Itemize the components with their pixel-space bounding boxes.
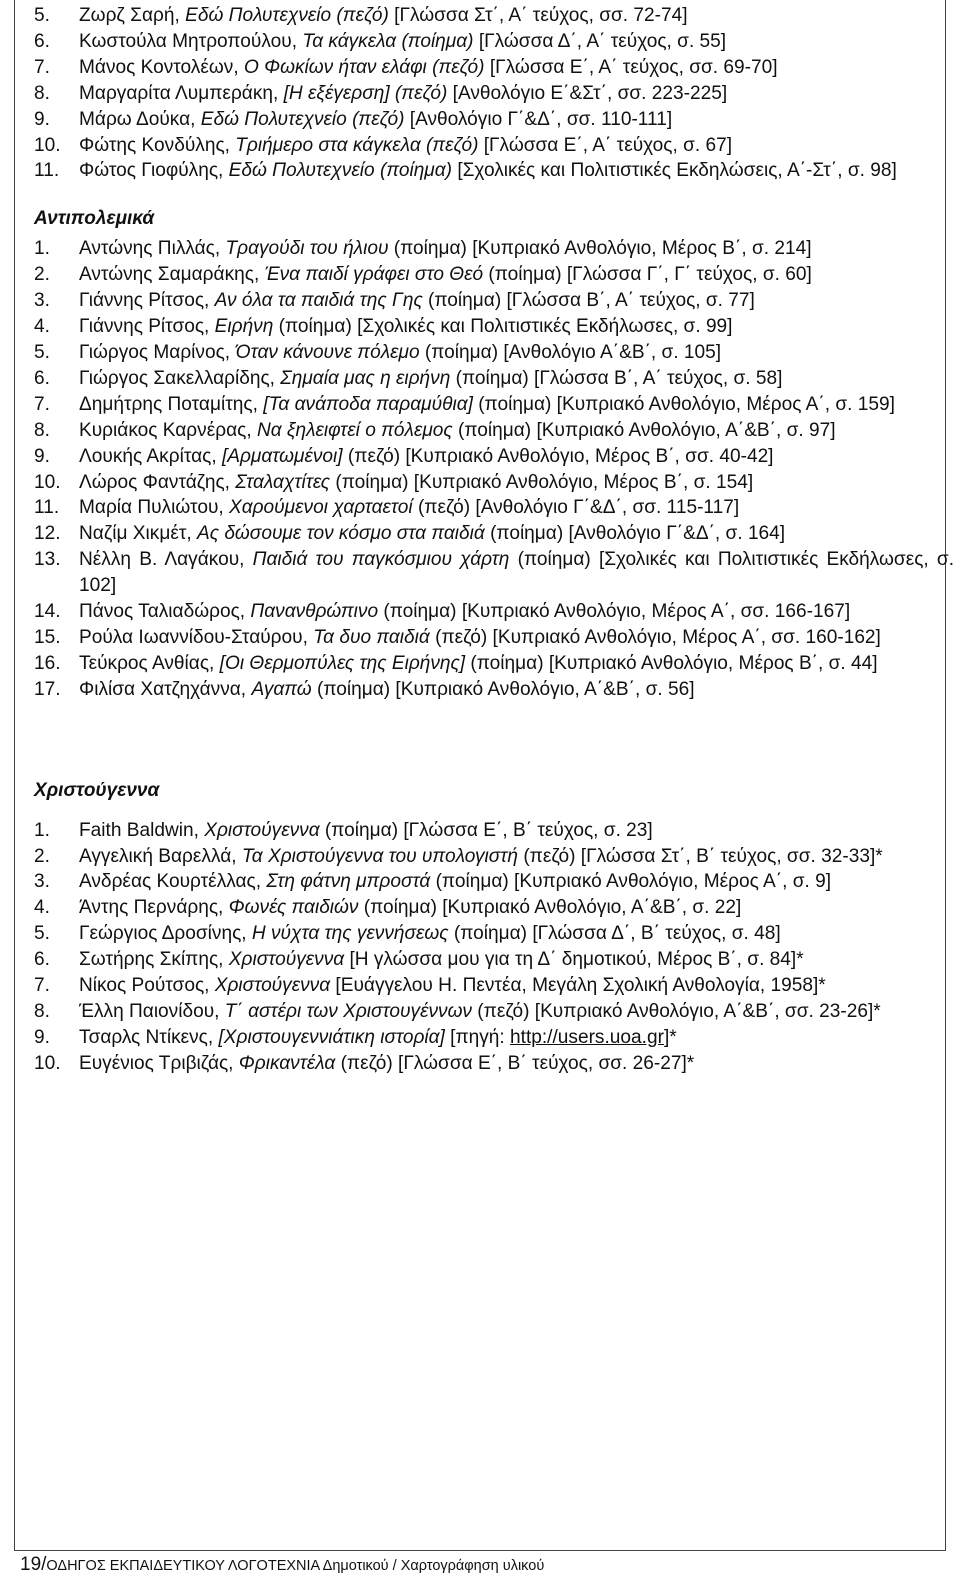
list-item: 3. Γιάννης Ρίτσος, Αν όλα τα παιδιά της Γης (ποίημα) [Γλώσσα Β΄, Α΄ τεύχος, σ. 77] bbox=[34, 290, 755, 312]
list-item: 13. Νέλλη Β. Λαγάκου, Παιδιά του παγκόσμιου χάρτη (ποίημα) [Σχολικές και Πολιτιστικές Εκδήλωσες, σ. 102] bbox=[34, 549, 955, 597]
list-item: 6. Σωτήρης Σκίπης, Χριστούγεννα [Η γλώσσα μου για τη Δ΄ δημοτικού, Μέρος Β΄, σ. 84]* bbox=[34, 949, 804, 971]
list-item: 9. Λουκής Ακρίτας, [Αρματωμένοι] (πεζό) [Κυπριακό Ανθολόγιο, Μέρος Β΄, σσ. 40-42] bbox=[34, 445, 774, 467]
list-item: 11. Φώτος Γιοφύλης, Εδώ Πολυτεχνείο (ποίημα) [Σχολικές και Πολιτιστικές Εκδηλώσεις, Α΄-Στ΄, σ. 98] bbox=[34, 160, 897, 182]
section-heading-christmas: Χριστούγεννα bbox=[34, 779, 160, 801]
list-item: 6. Γιώργος Σακελλαρίδης, Σημαία μας η ειρήνη (ποίημα) [Γλώσσα Β΄, Α΄ τεύχος, σ. 58] bbox=[34, 367, 783, 389]
list-item: 8. Μαργαρίτα Λυμπεράκη, [Η εξέγερση] (πεζό) [Ανθολόγιο Ε΄&Στ΄, σσ. 223-225] bbox=[34, 82, 728, 104]
section-heading-antiwar: Αντιπολεμικά bbox=[34, 208, 155, 230]
list-item: 5. Γεώργιος Δροσίνης, Η νύχτα της γεννήσεως (ποίημα) [Γλώσσα Δ΄, Β΄ τεύχος, σ. 48] bbox=[34, 923, 781, 945]
list-continued bbox=[34, 3, 954, 184]
list-item: 3. Ανδρέας Κουρτέλλας, Στη φάτνη μπροστά (ποίημα) [Κυπριακό Ανθολόγιο, Μέρος Α΄, σ. 9] bbox=[34, 871, 832, 893]
list-item: 7. Μάνος Κοντολέων, Ο Φωκίων ήταν ελάφι (πεζό) [Γλώσσα Ε΄, Α΄ τεύχος, σσ. 69-70] bbox=[34, 56, 778, 78]
list-item: 7. Δημήτρης Ποταμίτης, [Τα ανάποδα παραμύθια] (ποίημα) [Κυπριακό Ανθολόγιο, Μέρος Α΄, σ. 159] bbox=[34, 393, 895, 415]
page-footer bbox=[20, 1554, 544, 1577]
list-item: 10. Λώρος Φαντάζης, Σταλαχτίτες (ποίημα) [Κυπριακό Ανθολόγιο, Μέρος Β΄, σ. 154] bbox=[34, 471, 754, 493]
list-item: 6. Κωστούλα Μητροπούλου, Τα κάγκελα (ποίημα) [Γλώσσα Δ΄, Α΄ τεύχος, σ. 55] bbox=[34, 30, 727, 52]
list-item: 2. Αγγελική Βαρελλά, Τα Χριστούγεννα του υπολογιστή (πεζό) [Γλώσσα Στ΄, Β΄ τεύχος, σσ. 32-33]* bbox=[34, 845, 883, 867]
list-item: 17. Φιλίσα Χατζηχάννα, Αγαπώ (ποίημα) [Κυπριακό Ανθολόγιο, Α΄&Β΄, σ. 56] bbox=[34, 678, 695, 700]
list-item: 9. Μάρω Δούκα, Εδώ Πολυτεχνείο (πεζό) [Ανθολόγιο Γ΄&Δ΄, σσ. 110-111] bbox=[34, 108, 673, 130]
list-item: 5. Ζωρζ Σαρή, Εδώ Πολυτεχνείο (πεζό) [Γλώσσα Στ΄, Α΄ τεύχος, σσ. 72-74] bbox=[34, 5, 688, 26]
list-christmas bbox=[34, 818, 954, 1077]
list-item: 2. Αντώνης Σαμαράκης, Ένα παιδί γράφει στο Θεό (ποίημα) [Γλώσσα Γ΄, Γ΄ τεύχος, σ. 60] bbox=[34, 264, 812, 286]
list-item: 11. Μαρία Πυλιώτου, Χαρούμενοι χαρταετοί (πεζό) [Ανθολόγιο Γ΄&Δ΄, σσ. 115-117] bbox=[34, 497, 740, 519]
list-item: 10. Ευγένιος Τριβιζάς, Φρικαντέλα (πεζό) [Γλώσσα Ε΄, Β΄ τεύχος, σσ. 26-27]* bbox=[34, 1052, 695, 1074]
list-item: 8. Έλλη Παιονίδου, Τ΄ αστέρι των Χριστουγέννων (πεζό) [Κυπριακό Ανθολόγιο, Α΄&Β΄, σσ. 23-26]* bbox=[34, 1001, 881, 1022]
list-item: 10. Φώτης Κονδύλης, Τριήμερο στα κάγκελα (πεζό) [Γλώσσα Ε΄, Α΄ τεύχος, σ. 67] bbox=[34, 134, 733, 156]
list-item: 1. Αντώνης Πιλλάς, Τραγούδι του ήλιου (ποίημα) [Κυπριακό Ανθολόγιο, Μέρος Β΄, σ. 214] bbox=[34, 238, 812, 260]
list-item: 8. Κυριάκος Καρνέρας, Να ξηλειφτεί ο πόλεμος (ποίημα) [Κυπριακό Ανθολόγιο, Α΄&Β΄, σ. 97] bbox=[34, 419, 836, 441]
footer-title: ΟΔΗΓΟΣ ΕΚΠΑΙΔΕΥΤΙΚΟΥ ΛΟΓΟΤΕΧΝΙΑ Δημοτικού / Χαρτογράφηση υλικού bbox=[46, 1558, 545, 1574]
list-item: 16. Τεύκρος Ανθίας, [Οι Θερμοπύλες της Ειρήνης] (ποίημα) [Κυπριακό Ανθολόγιο, Μέρος Β΄, σ. 44] bbox=[34, 652, 878, 674]
page-number: 19/ bbox=[20, 1554, 47, 1575]
document-content bbox=[34, 3, 954, 1077]
list-item: 5. Γιώργος Μαρίνος, Όταν κάνουνε πόλεμο (ποίημα) [Ανθολόγιο Α΄&Β΄, σ. 105] bbox=[34, 341, 722, 363]
list-item: 14. Πάνος Ταλιαδώρος, Πανανθρώπινο (ποίημα) [Κυπριακό Ανθολόγιο, Μέρος Α΄, σσ. 166-167] bbox=[34, 601, 851, 623]
list-antiwar bbox=[34, 236, 954, 702]
list-item: 4. Άντης Περνάρης, Φωνές παιδιών (ποίημα) [Κυπριακό Ανθολόγιο, Α΄&Β΄, σ. 22] bbox=[34, 897, 742, 919]
list-item: 12. Ναζίμ Χικμέτ, Ας δώσουμε τον κόσμο στα παιδιά (ποίημα) [Ανθολόγιο Γ΄&Δ΄, σ. 164] bbox=[34, 523, 786, 545]
list-item: 15. Ρούλα Ιωαννίδου-Σταύρου, Τα δυο παιδιά (πεζό) [Κυπριακό Ανθολόγιο, Μέρος Α΄, σσ. 160-162] bbox=[34, 626, 881, 648]
list-item: 9. Τσαρλς Ντίκενς, [Χριστουγεννιάτικη ιστορία] [πηγή: http://users.uoa.gr]* bbox=[34, 1026, 677, 1048]
source-link[interactable]: http://users.uoa.gr bbox=[510, 1026, 664, 1048]
list-item: 1. Faith Baldwin, Χριστούγεννα (ποίημα) [Γλώσσα Ε΄, Β΄ τεύχος, σ. 23] bbox=[34, 819, 653, 841]
list-item: 4. Γιάννης Ρίτσος, Ειρήνη (ποίημα) [Σχολικές και Πολιτιστικές Εκδήλωσες, σ. 99] bbox=[34, 316, 733, 338]
list-item: 7. Νίκος Ρούτσος, Χριστούγεννα [Ευάγγελου Η. Πεντέα, Μεγάλη Σχολική Ανθολογία, 1958]* bbox=[34, 975, 826, 997]
